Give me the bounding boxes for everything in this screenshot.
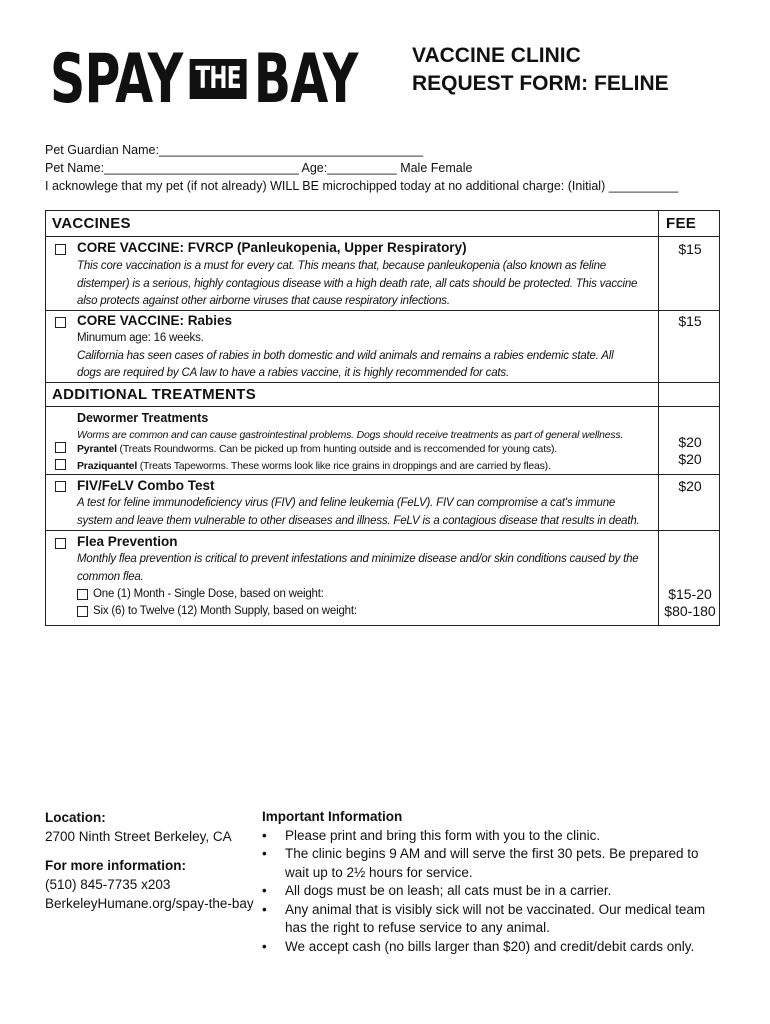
fiv-felv-desc-1: A test for feline immunodeficiency virus (FIV) and feline leukemia (FeLV). FIV can compromise a cat's immune [77,497,616,509]
microchip-acknowledgement-field[interactable]: I acknowlege that my pet (if not already) WILL BE microchipped today at no additional charge: (Initial) __________ [45,179,679,193]
info-item: • The clinic begins 9 AM and will serve the first 30 pets. Be prepared to wait up to 2½ hours for service. [262,845,722,882]
form-title [412,42,669,98]
additional-treatments-header: ADDITIONAL TREATMENTS [52,386,257,403]
vaccines-header-row [46,211,719,237]
flea-six-month-checkbox[interactable] [77,606,88,617]
fvrcp-desc-3: also protects against other airborne viruses that cause respiratory infections. [77,295,450,307]
form-title-line-1: VACCINE CLINIC [412,44,581,67]
location-block [45,808,254,913]
fvrcp-row [46,237,719,311]
fiv-felv-checkbox[interactable] [55,481,66,492]
guardian-info [45,141,678,195]
flea-prevention-row [46,531,719,625]
flea-desc-2: common flea. [77,570,144,583]
rabies-checkbox[interactable] [55,317,66,328]
pyrantel-fee: $20 [678,434,702,450]
fiv-felv-fee: $20 [678,478,702,494]
contact-website[interactable]: BerkeleyHumane.org/spay-the-bay [45,896,254,911]
praziquantel-checkbox[interactable] [55,459,66,470]
flea-one-month-checkbox[interactable] [77,589,88,600]
rabies-desc-2: dogs are required by CA law to have a rabies vaccine, it is highly recommended for cats. [77,367,509,379]
flea-prevention-title: Flea Prevention [77,534,178,549]
fvrcp-checkbox[interactable] [55,244,66,255]
praziquantel-line [77,458,551,476]
dewormer-title: Dewormer Treatments [77,411,209,425]
flea-prevention-checkbox[interactable] [55,538,66,549]
logo-word-the: THE [190,59,247,99]
flea-option-six-twelve-month: Six (6) to Twelve (12) Month Supply, based on weight: [93,605,357,617]
location-label: Location: [45,810,106,825]
fvrcp-desc-2: distemper) is a serious, highly contagious disease with a high death rate, all cats should be protected. This vaccine [77,277,638,290]
dewormer-desc: Worms are common and can cause gastrointestinal problems. Dogs should receive treatments as part of general wellness. [77,429,624,441]
logo-word-spay: SPAY [50,40,183,119]
rabies-min-age: Minumum age: 16 weeks. [77,332,204,344]
rabies-row [46,311,719,383]
info-item: • Please print and bring this form with you to the clinic. [262,827,722,846]
info-item: • We accept cash (no bills larger than $20) and credit/debit cards only. [262,938,722,957]
logo-word-bay: BAY [253,40,358,119]
fiv-felv-title: FIV/FeLV Combo Test [77,478,215,493]
fvrcp-fee: $15 [678,241,702,257]
pet-guardian-name-field[interactable]: Pet Guardian Name:______________________________________ [45,143,424,157]
praziquantel-name: Praziquantel [77,460,138,472]
additional-treatments-header-row [46,383,719,407]
flea-option-one-month: One (1) Month - Single Dose, based on weight: [93,588,324,600]
flea-fee-six-twelve-month: $80-180 [664,603,716,619]
rabies-title: CORE VACCINE: Rabies [77,313,233,328]
pyrantel-line [77,441,557,459]
praziquantel-desc: (Treats Tapeworms. These worms look like rice grains in droppings and are carried by fleas). [137,460,551,472]
fvrcp-desc-1: This core vaccination is a must for every cat. This means that, because panleukopenia (also known as feline [77,260,606,272]
flea-desc-1: Monthly flea prevention is critical to prevent infestations and minimize disease and/or skin conditions caused by the [77,553,639,565]
info-item: • All dogs must be on leash; all cats must be in a carrier. [262,882,722,901]
rabies-desc-1: California has seen cases of rabies in both domestic and wild animals and remains a rabies endemic state. All [77,349,614,362]
fiv-felv-row [46,475,719,531]
services-table [45,210,720,626]
important-information-title: Important Information [262,809,403,824]
pet-name-age-sex-field[interactable]: Pet Name:____________________________ Age:__________ Male Female [45,161,473,175]
dewormer-row [46,407,719,475]
praziquantel-fee: $20 [678,451,702,467]
fee-header: FEE [666,215,697,232]
contact-phone: (510) 845-7735 x203 [45,877,171,892]
fvrcp-title: CORE VACCINE: FVRCP (Panleukopenia, Upper Respiratory) [77,240,467,255]
flea-fee-one-month: $15-20 [668,586,712,602]
important-information [262,808,722,956]
pyrantel-checkbox[interactable] [55,442,66,453]
info-item: • Any animal that is visibly sick will not be vaccinated. Our medical team has the right to refuse service to any animal. [262,901,722,938]
pyrantel-desc: (Treats Roundworms. Can be picked up from hunting outside and is reccomended for young cats). [116,443,557,455]
more-info-label: For more information: [45,858,186,873]
pyrantel-name: Pyrantel [77,443,117,455]
fiv-felv-desc-2: system and leave them vulnerable to other diseases and illness. FeLV is a contagious disease that results in death. [77,514,640,527]
form-title-line-2: REQUEST FORM: FELINE [412,72,669,95]
important-information-list [262,827,722,957]
rabies-fee: $15 [678,313,702,329]
location-address: 2700 Ninth Street Berkeley, CA [45,829,232,844]
vaccines-header: VACCINES [52,215,131,232]
